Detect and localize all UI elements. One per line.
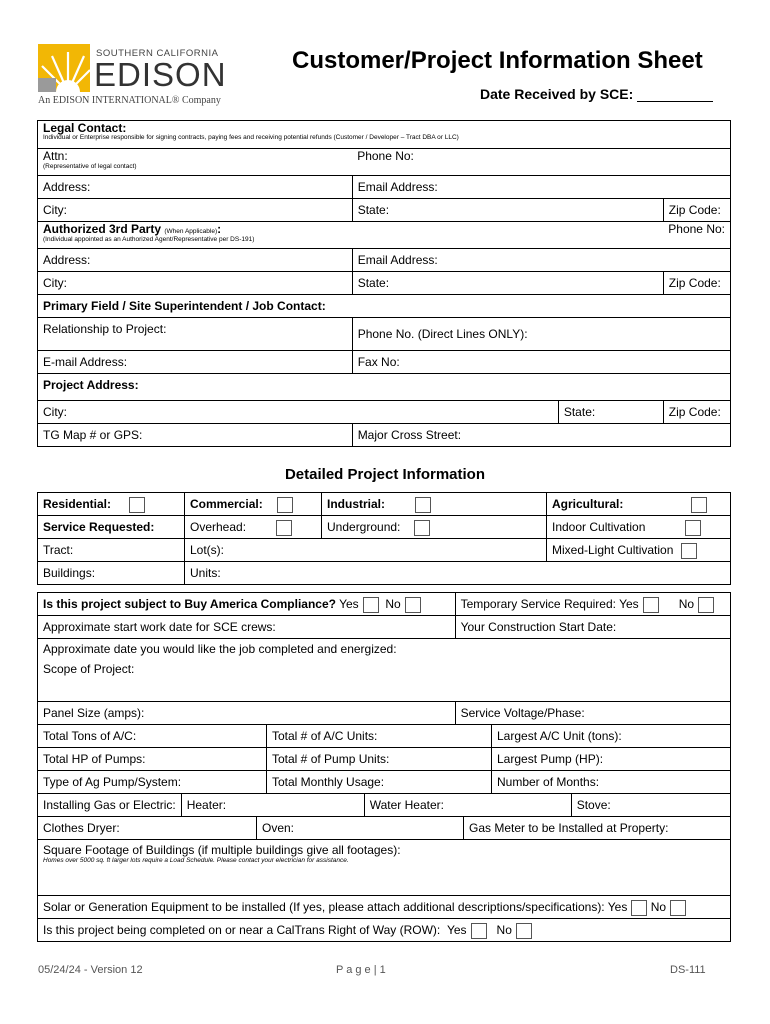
logo-company: EDISON xyxy=(94,56,227,93)
project-state-label: State: xyxy=(563,405,596,419)
mixed-label: Mixed-Light Cultivation xyxy=(552,543,674,557)
solar-no-checkbox[interactable] xyxy=(670,900,686,916)
sq-footage-label: Square Footage of Buildings (if multiple buildings give all footages): xyxy=(43,843,401,857)
third-email-field[interactable] xyxy=(352,249,730,272)
third-address-label: Address: xyxy=(43,253,91,267)
temp-service-label: Temporary Service Required: xyxy=(460,597,616,611)
project-address-label: Project Address: xyxy=(38,374,731,401)
project-city-field[interactable] xyxy=(38,401,559,424)
num-ac-label: Total # of A/C Units: xyxy=(272,729,378,743)
oven-field[interactable] xyxy=(257,817,464,840)
num-ac-field[interactable] xyxy=(267,725,492,748)
attn-field[interactable] xyxy=(38,149,353,176)
gas-electric-cell xyxy=(38,794,182,817)
zip-label: Zip Code: xyxy=(668,203,721,217)
buy-america-yes-label: Yes xyxy=(339,597,359,611)
hp-pumps-label: Total HP of Pumps: xyxy=(43,752,146,766)
construction-start-field[interactable] xyxy=(455,616,730,639)
cross-street-label: Major Cross Street: xyxy=(357,428,462,442)
residential-checkbox[interactable] xyxy=(129,497,145,513)
solar-cell xyxy=(38,896,731,919)
monthly-usage-label: Total Monthly Usage: xyxy=(272,775,385,789)
zip-field[interactable] xyxy=(663,199,730,222)
agricultural-label: Agricultural: xyxy=(552,497,624,511)
monthly-usage-field[interactable] xyxy=(267,771,492,794)
third-zip-field[interactable] xyxy=(663,272,730,295)
residential-cell[interactable] xyxy=(38,493,185,516)
date-received-label: Date Received by SCE: xyxy=(480,86,634,102)
underground-cell[interactable] xyxy=(322,516,547,539)
agricultural-checkbox[interactable] xyxy=(691,497,707,513)
city-label: City: xyxy=(43,203,67,217)
commercial-label: Commercial: xyxy=(190,497,263,511)
buy-america-yes-checkbox[interactable] xyxy=(363,597,379,613)
project-city-label: City: xyxy=(43,405,67,419)
industrial-label: Industrial: xyxy=(327,497,386,511)
ag-pump-field[interactable] xyxy=(38,771,267,794)
industrial-cell[interactable] xyxy=(322,493,547,516)
voltage-label: Service Voltage/Phase: xyxy=(460,706,585,720)
contact-table xyxy=(37,120,731,447)
logo-tagline: An EDISON INTERNATIONAL® Company xyxy=(38,95,221,106)
third-phone-field[interactable] xyxy=(663,222,730,249)
phone-direct-field[interactable] xyxy=(352,318,730,351)
buildings-label: Buildings: xyxy=(43,566,96,580)
details-table-2 xyxy=(37,592,731,725)
email2-label: E-mail Address: xyxy=(43,355,128,369)
legal-contact-note: Individual or Enterprise responsible for signing contracts, paying fees and receiving potential refunds (Customer / Developer – Tract DBA or LLC) xyxy=(43,134,459,141)
address-label: Address: xyxy=(43,180,91,194)
residential-label: Residential: xyxy=(43,497,112,511)
when-applicable: (When Applicable) xyxy=(164,228,218,235)
water-heater-label: Water Heater: xyxy=(369,798,444,812)
caltrans-no-checkbox[interactable] xyxy=(516,923,532,939)
water-heater-field[interactable] xyxy=(364,794,571,817)
largest-ac-label: Largest A/C Unit (tons): xyxy=(497,729,622,743)
units-field[interactable] xyxy=(185,562,731,585)
phone-direct-label: Phone No. (Direct Lines ONLY): xyxy=(357,327,528,341)
tg-map-label: TG Map # or GPS: xyxy=(43,428,143,442)
heater-label: Heater: xyxy=(186,798,227,812)
relationship-label: Relationship to Project: xyxy=(43,322,167,336)
cross-street-field[interactable] xyxy=(352,424,730,447)
project-zip-label: Zip Code: xyxy=(668,405,721,419)
phone-field[interactable] xyxy=(352,149,730,176)
buy-america-cell xyxy=(38,593,456,616)
attn-label: Attn: xyxy=(43,149,68,163)
third-phone-label: Phone No: xyxy=(668,222,725,236)
solar-yes-label: Yes xyxy=(607,900,628,914)
lots-field[interactable] xyxy=(185,539,547,562)
sq-footage-note: Homes over 5000 sq. ft larger lots require a Load Schedule. Please contact your electrician for assistance. xyxy=(43,857,349,864)
agricultural-cell[interactable] xyxy=(547,493,731,516)
service-requested-cell xyxy=(38,516,185,539)
city-field[interactable] xyxy=(38,199,353,222)
caltrans-yes-checkbox[interactable] xyxy=(471,923,487,939)
footer-page: P a g e | 1 xyxy=(336,964,386,976)
details-table-4 xyxy=(37,793,731,817)
num-pumps-field[interactable] xyxy=(267,748,492,771)
tract-label: Tract: xyxy=(43,543,74,557)
stove-field[interactable] xyxy=(571,794,730,817)
commercial-cell[interactable] xyxy=(185,493,322,516)
voltage-field[interactable] xyxy=(455,702,730,725)
dryer-label: Clothes Dryer: xyxy=(43,821,120,835)
gas-meter-field[interactable] xyxy=(464,817,731,840)
third-address-field[interactable] xyxy=(38,249,353,272)
third-party-note: (Individual appointed as an Authorized Agent/Representative per DS-191) xyxy=(43,236,255,243)
third-party-field[interactable]: Authorized 3rd Party (When Applicable): (Individual appointed as an Authorized Agent/Representative per DS-191) xyxy=(38,222,664,249)
legal-contact-label: Legal Contact: xyxy=(43,121,127,135)
details-table xyxy=(37,492,731,585)
stove-label: Stove: xyxy=(576,798,611,812)
state-label: State: xyxy=(357,203,390,217)
primary-contact-label: Primary Field / Site Superintendent / Job Contact: xyxy=(38,295,731,318)
temp-no-label: No xyxy=(678,597,695,611)
third-zip-label: Zip Code: xyxy=(668,276,721,290)
caltrans-yes-label: Yes xyxy=(446,923,467,937)
caltrans-no-label: No xyxy=(496,923,512,937)
approx-start-field[interactable] xyxy=(38,616,456,639)
indoor-cell[interactable] xyxy=(547,516,731,539)
approx-complete-field[interactable] xyxy=(38,639,731,660)
approx-start-label: Approximate start work date for SCE crews: xyxy=(43,620,276,634)
panel-field[interactable] xyxy=(38,702,456,725)
panel-label: Panel Size (amps): xyxy=(43,706,145,720)
scope-label: Scope of Project: xyxy=(43,662,135,676)
solar-yes-checkbox[interactable] xyxy=(631,900,647,916)
state-field[interactable] xyxy=(352,199,663,222)
largest-ac-field[interactable] xyxy=(492,725,731,748)
units-label: Units: xyxy=(190,566,221,580)
lots-label: Lot(s): xyxy=(190,543,225,557)
third-state-label: State: xyxy=(357,276,390,290)
overhead-cell[interactable] xyxy=(185,516,322,539)
hp-pumps-field[interactable] xyxy=(38,748,267,771)
logo-company-top: SOUTHERN CALIFORNIA xyxy=(96,48,219,59)
oven-label: Oven: xyxy=(262,821,295,835)
scope-field[interactable] xyxy=(38,659,731,702)
relationship-field[interactable] xyxy=(38,318,353,351)
detailed-section-title: Detailed Project Information xyxy=(284,466,486,483)
construction-start-label: Your Construction Start Date: xyxy=(460,620,617,634)
edison-logo-icon xyxy=(38,44,90,92)
footer-version: 05/24/24 - Version 12 xyxy=(38,964,143,976)
email2-field[interactable] xyxy=(38,351,353,374)
overhead-checkbox[interactable] xyxy=(276,520,292,536)
details-table-3 xyxy=(37,724,731,794)
solar-label: Solar or Generation Equipment to be installed (If yes, please attach additional descriptions/specifications): xyxy=(43,900,605,914)
tons-ac-label: Total Tons of A/C: xyxy=(43,729,137,743)
commercial-checkbox[interactable] xyxy=(277,497,293,513)
underground-checkbox[interactable] xyxy=(414,520,430,536)
indoor-checkbox[interactable] xyxy=(685,520,701,536)
mixed-checkbox[interactable] xyxy=(681,543,697,559)
sq-footage-field[interactable] xyxy=(38,840,731,896)
temp-yes-checkbox[interactable] xyxy=(643,597,659,613)
buy-america-no-label: No xyxy=(385,597,401,611)
underground-label: Underground: xyxy=(327,520,401,534)
approx-complete-label: Approximate date you would like the job completed and energized: xyxy=(43,642,397,656)
email-field[interactable] xyxy=(352,176,730,199)
industrial-checkbox[interactable] xyxy=(415,497,431,513)
overhead-label: Overhead: xyxy=(190,520,247,534)
project-state-field[interactable] xyxy=(558,401,663,424)
heater-field[interactable] xyxy=(181,794,364,817)
address-field[interactable] xyxy=(38,176,353,199)
fax-field[interactable] xyxy=(352,351,730,374)
buildings-field[interactable] xyxy=(38,562,185,585)
indoor-label: Indoor Cultivation xyxy=(552,520,646,534)
solar-no-label: No xyxy=(650,900,667,914)
tg-map-field[interactable] xyxy=(38,424,353,447)
third-state-field[interactable] xyxy=(352,272,663,295)
page-title: Customer/Project Information Sheet xyxy=(292,47,703,74)
temp-no-checkbox[interactable] xyxy=(698,597,714,613)
date-received-field[interactable] xyxy=(637,89,713,102)
mixed-cell[interactable] xyxy=(547,539,731,562)
months-field[interactable] xyxy=(492,771,731,794)
caltrans-cell xyxy=(38,919,731,942)
rep-note: (Representative of legal contact) xyxy=(43,163,137,170)
buy-america-label: Is this project subject to Buy America Compliance? xyxy=(43,597,336,611)
caltrans-label: Is this project being completed on or near a CalTrans Right of Way (ROW): xyxy=(43,923,441,937)
tract-field[interactable] xyxy=(38,539,185,562)
details-table-5 xyxy=(37,816,731,942)
gas-electric-label: Installing Gas or Electric: xyxy=(43,798,176,812)
months-label: Number of Months: xyxy=(497,775,600,789)
service-requested-label: Service Requested: xyxy=(43,520,155,534)
third-party-label: Authorized 3rd Party xyxy=(43,222,162,236)
temp-service-cell xyxy=(455,593,730,616)
gas-meter-label: Gas Meter to be Installed at Property: xyxy=(469,821,669,835)
fax-label: Fax No: xyxy=(357,355,400,369)
date-received xyxy=(480,86,713,102)
tons-ac-field[interactable] xyxy=(38,725,267,748)
buy-america-no-checkbox[interactable] xyxy=(405,597,421,613)
dryer-field[interactable] xyxy=(38,817,257,840)
third-city-field[interactable] xyxy=(38,272,353,295)
email-label: Email Address: xyxy=(357,180,438,194)
num-pumps-label: Total # of Pump Units: xyxy=(272,752,390,766)
ag-pump-label: Type of Ag Pump/System: xyxy=(43,775,182,789)
phone-label: Phone No: xyxy=(357,149,414,163)
third-email-label: Email Address: xyxy=(357,253,438,267)
project-zip-field[interactable] xyxy=(663,401,730,424)
temp-yes-label: Yes xyxy=(619,597,639,611)
footer-form-number: DS-111 xyxy=(670,964,706,976)
third-city-label: City: xyxy=(43,276,67,290)
largest-pump-label: Largest Pump (HP): xyxy=(497,752,604,766)
largest-pump-field[interactable] xyxy=(492,748,731,771)
